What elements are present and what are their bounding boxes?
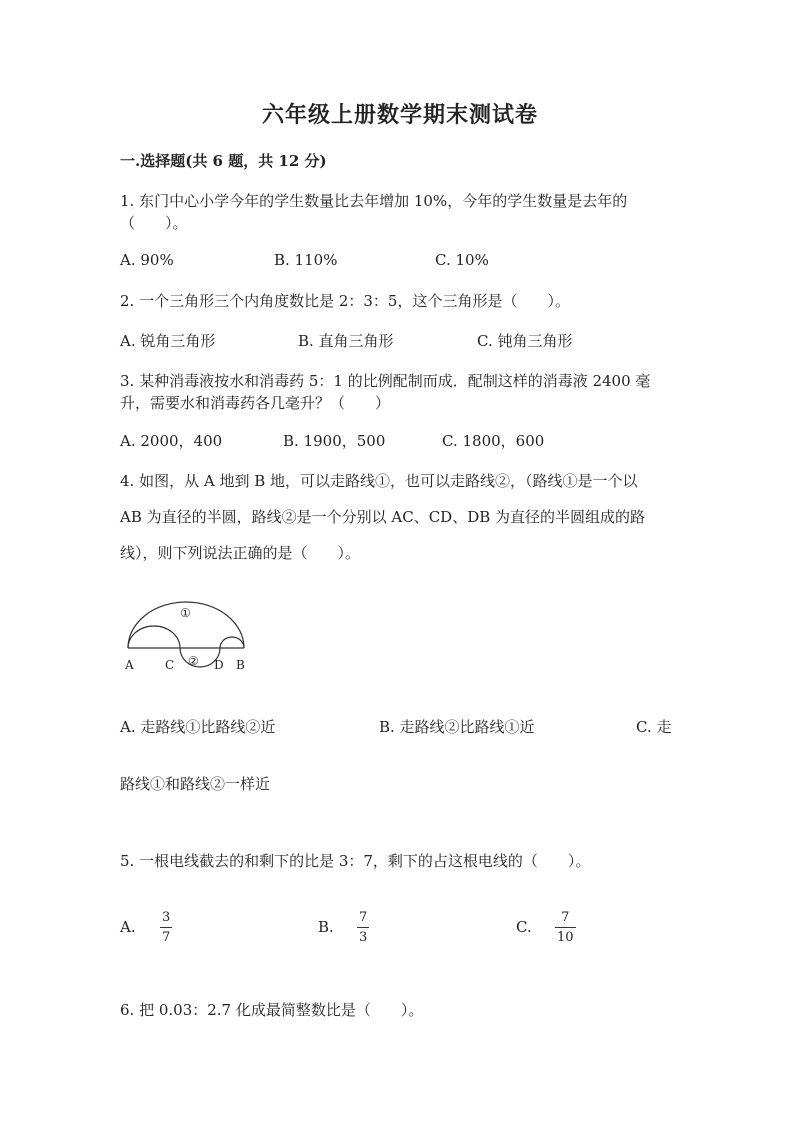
question-4-text-line-2: AB 为直径的半圆，路线②是一个分别以 AC、CD、DB 为直径的半圆组成的路: [120, 508, 646, 526]
route-2-arc-ac: [128, 626, 180, 648]
question-6-text: 6. 把 0.03：2.7 化成最简整数比是（ ）。: [120, 1001, 424, 1019]
fraction-denominator: 7: [162, 930, 171, 945]
question-4-option-a: A. 走路线①比路线②近: [120, 718, 276, 736]
route-2-arc-db: [220, 637, 244, 648]
question-5-option-b-label: B.: [318, 918, 334, 936]
fraction-numerator: 7: [561, 910, 570, 925]
question-2-option-a: A. 锐角三角形: [120, 332, 216, 350]
page-title: 六年级上册数学期末测试卷: [261, 102, 538, 128]
question-1-text-line-1: 1. 东门中心小学今年的学生数量比去年增加 10%，今年的学生数量是去年的: [120, 192, 628, 210]
question-2-option-c: C. 钝角三角形: [477, 332, 573, 350]
question-3-option-b: B. 1900，500: [283, 432, 386, 450]
question-3-text-line-1: 3. 某种消毒液按水和消毒药 5：1 的比例配制而成．配制这样的消毒液 2400 毫: [120, 372, 651, 390]
point-b-label: B: [236, 658, 245, 672]
point-d-label: D: [214, 658, 224, 672]
fraction-bar: [555, 927, 576, 928]
question-5-option-c-label: C.: [516, 918, 532, 936]
question-1-option-c: C. 10%: [435, 251, 489, 269]
question-4-option-b: B. 走路线②比路线①近: [379, 718, 535, 736]
question-1-text-line-2: （ ）。: [120, 214, 188, 232]
fraction-denominator: 3: [359, 930, 368, 945]
semicircle-routes-diagram: [118, 598, 252, 674]
question-1-option-a: A. 90%: [120, 251, 174, 269]
question-3-text-line-2: 升，需要水和消毒药各几毫升？（ ）: [120, 394, 391, 412]
route-2-label: ②: [188, 654, 199, 668]
fraction-denominator: 10: [557, 930, 574, 945]
question-5-text: 5. 一根电线截去的和剩下的比是 3：7，剩下的占这根电线的（ ）。: [120, 852, 591, 870]
point-c-label: C: [165, 658, 175, 672]
fraction-bar: [357, 927, 369, 928]
question-4-text-line-1: 4. 如图，从 A 地到 B 地，可以走路线①，也可以走路线②，（路线①是一个以: [120, 472, 638, 490]
section-heading: 一.选择题(共 6 题，共 12 分): [120, 152, 327, 170]
question-3-option-c: C. 1800，600: [442, 432, 545, 450]
question-5-option-b-fraction: [357, 910, 369, 945]
question-1-option-b: B. 110%: [274, 251, 338, 269]
fraction-numerator: 3: [162, 910, 171, 925]
fraction-bar: [160, 927, 172, 928]
question-3-option-a: A. 2000，400: [120, 432, 223, 450]
fraction-numerator: 7: [359, 910, 368, 925]
question-2-text: 2. 一个三角形三个内角度数比是 2：3：5，这个三角形是（ ）。: [120, 292, 570, 310]
route-1-label: ①: [180, 606, 191, 620]
point-a-label: A: [125, 658, 134, 672]
question-4-option-c-continued: 路线①和路线②一样近: [120, 775, 271, 793]
question-5-option-a-label: A.: [120, 918, 136, 936]
question-5-option-a-fraction: [160, 910, 172, 945]
question-5-option-c-fraction: [555, 910, 576, 945]
question-4-option-c: C. 走: [636, 718, 672, 736]
question-2-option-b: B. 直角三角形: [298, 332, 394, 350]
question-4-text-line-3: 线），则下列说法正确的是（ ）。: [120, 544, 361, 562]
